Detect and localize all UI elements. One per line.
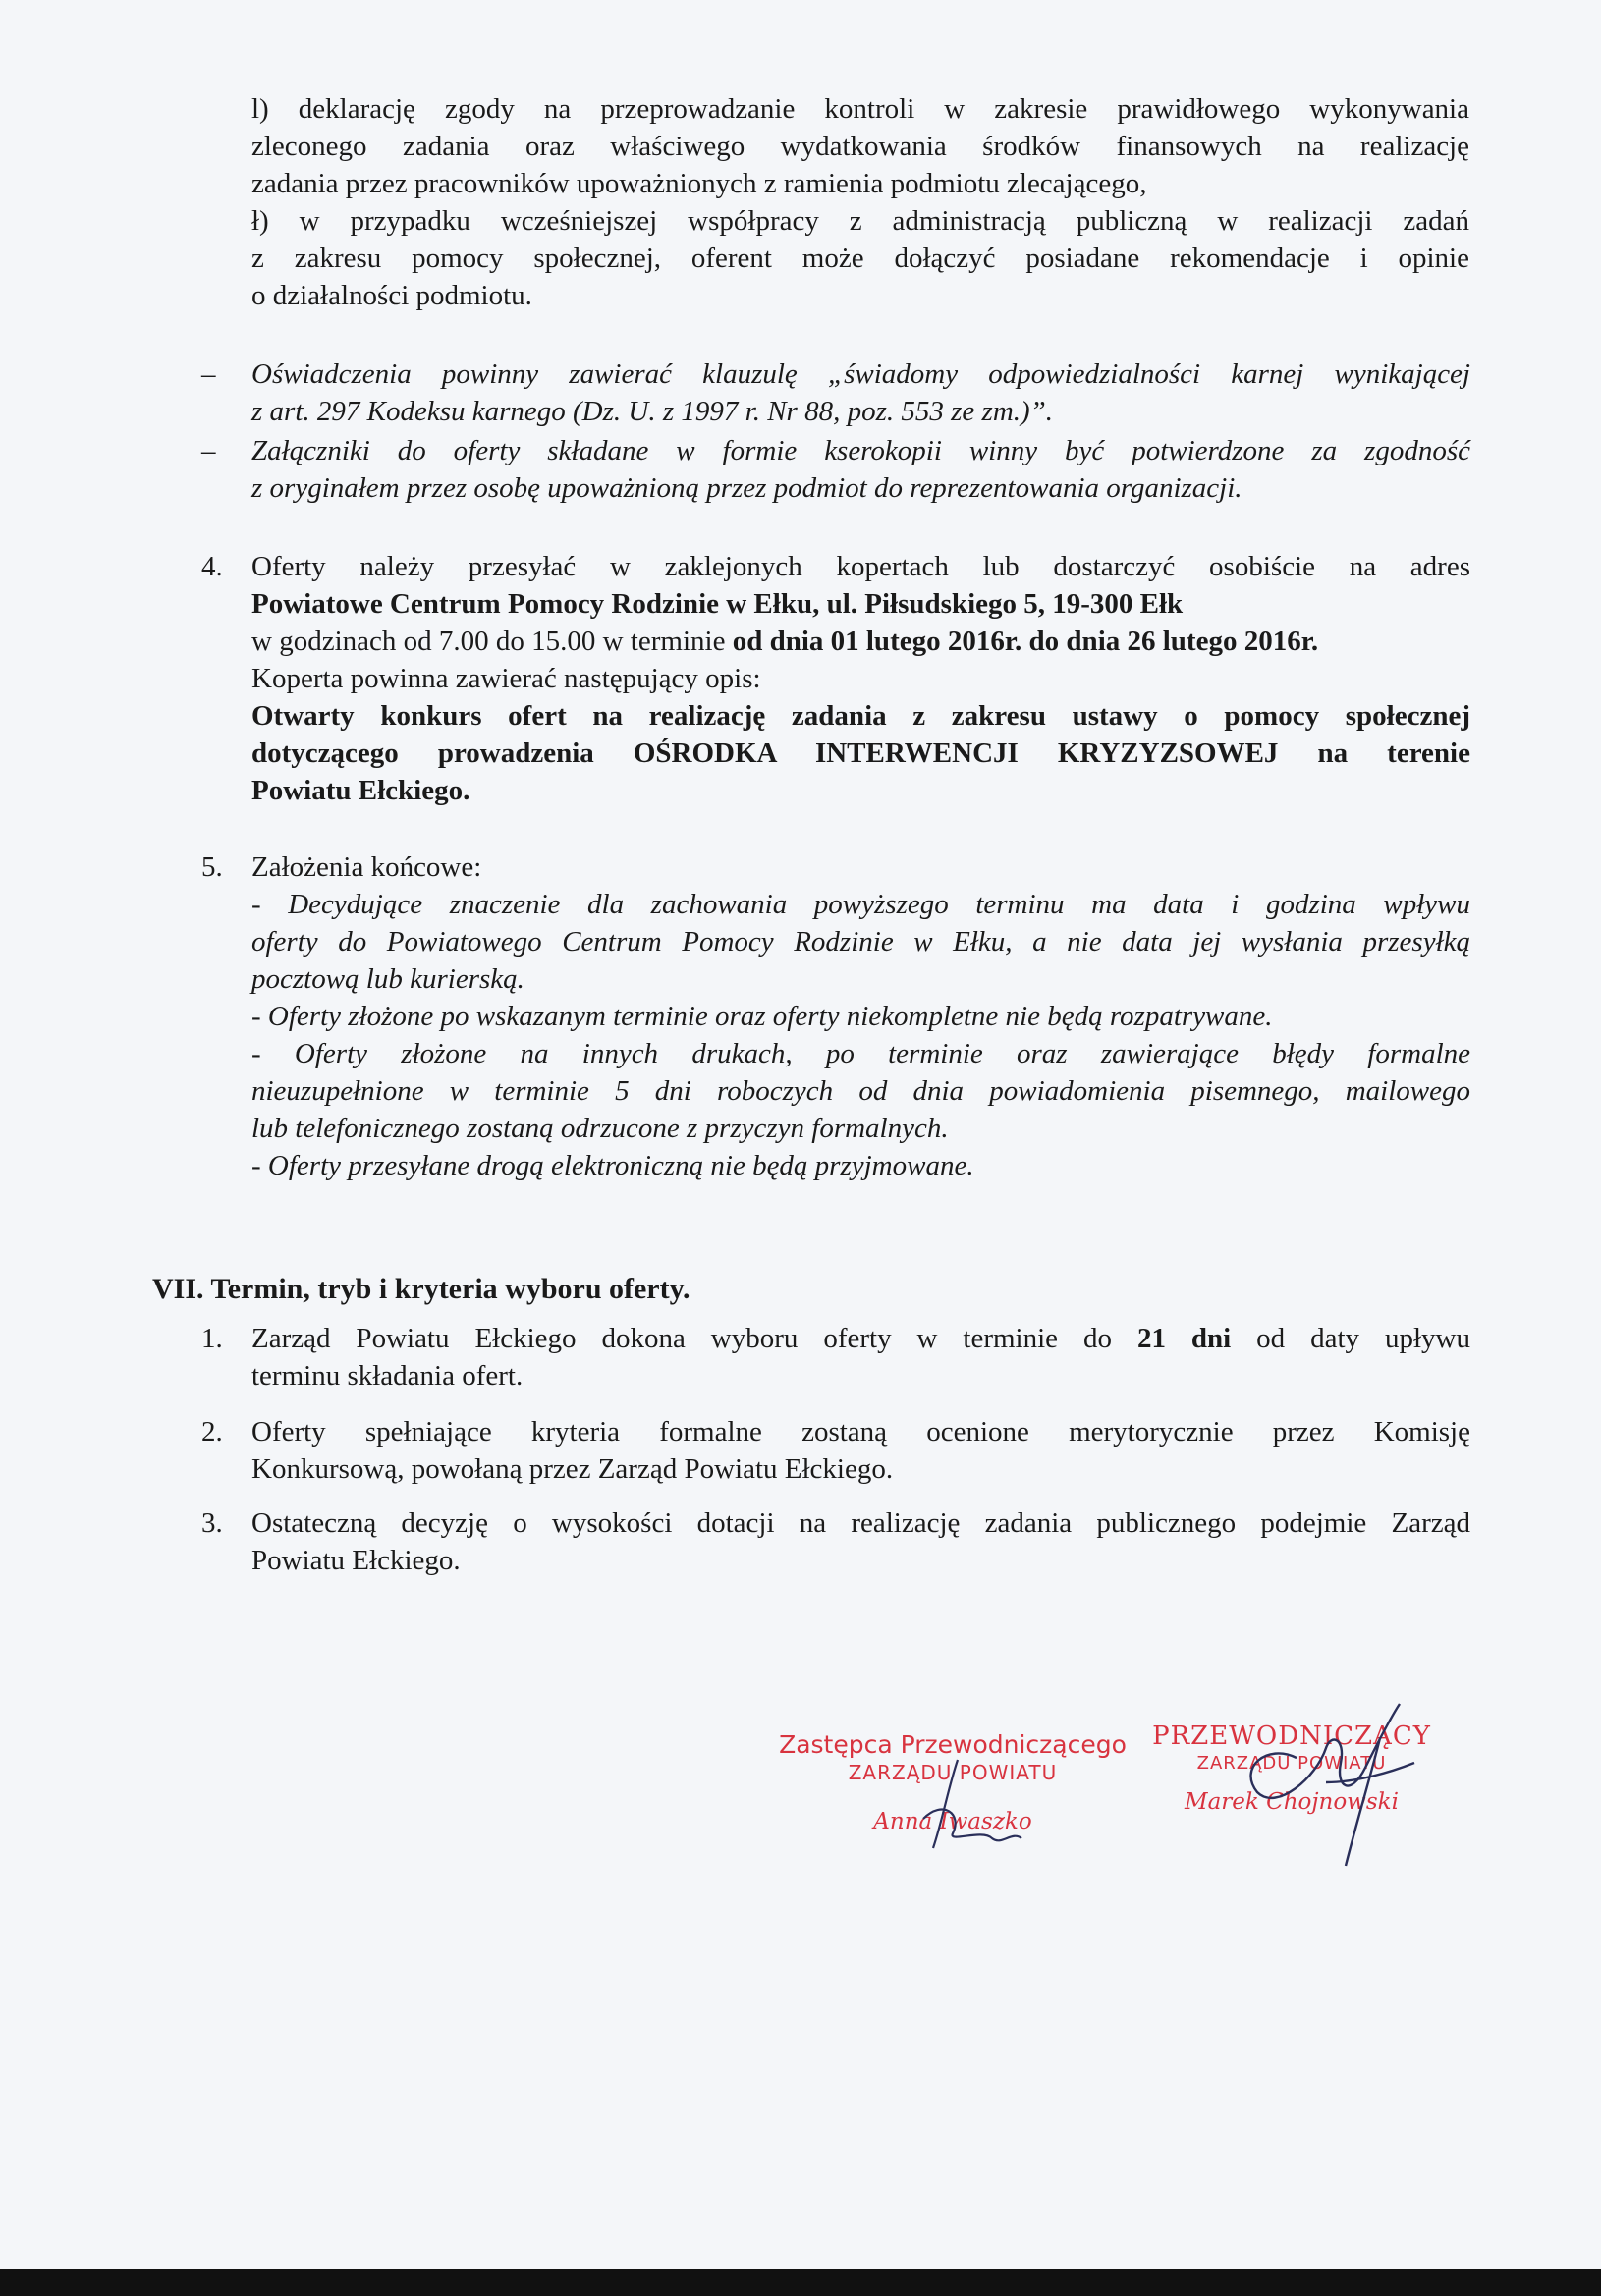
item4-bold3: Powiatu Ełckiego. (251, 775, 470, 806)
item-l (251, 90, 1469, 202)
item4-hours: w godzinach od 7.00 do 15.00 w terminie (251, 626, 733, 657)
item4-bold1: Otwarty konkurs ofert na realizację zadania z zakresu ustawy o pomocy społecznej (251, 700, 1470, 732)
item-4 (201, 548, 1470, 809)
note2-line1: Załączniki do oferty składane w formie kserokopii winny być potwierdzone za zgodność (251, 435, 1470, 466)
stamp-right-name: Marek Chojnowski (1185, 1789, 1399, 1815)
item-lstroke (251, 202, 1469, 314)
item-lstroke-line2: z zakresu pomocy społecznej, oferent może dołączyć posiadane rekomendacje i opinie (251, 243, 1469, 274)
stamp-left-board: ZARZĄDU POWIATU (848, 1761, 1058, 1784)
signature-right-icon (1179, 1689, 1434, 1876)
item4-line1: Oferty należy przesyłać w zaklejonych kopertach lub dostarczyć osobiście na adres (251, 551, 1470, 582)
item-l-line2: zleconego zadania oraz właściwego wydatkowania środków finansowych na realizację (251, 131, 1469, 162)
item-l-line3: zadania przez pracowników upoważnionych z ramienia podmiotu zlecającego, (251, 168, 1147, 199)
item5-a2: oferty do Powiatowego Centrum Pomocy Rodzinie w Ełku, a nie data jej wysłania przesyłką (251, 926, 1470, 957)
signature-left-icon (864, 1740, 1061, 1868)
item5-heading: Założenia końcowe: (251, 851, 482, 883)
s7-i3-line1: Ostateczną decyzję o wysokości dotacji na realizację zadania publicznego podejmie Zarząd (251, 1507, 1470, 1539)
item5-c1: - Oferty złożone na innych drukach, po terminie oraz zawierające błędy formalne (251, 1038, 1470, 1069)
stamp-left-title: Zastępca Przewodniczącego (779, 1730, 1127, 1759)
section7-item-2-number: 2. (201, 1416, 223, 1448)
s7-i1-pre: Zarząd Powiatu Ełckiego dokona wyboru oferty w terminie do (251, 1323, 1137, 1354)
stamp-left-name: Anna Iwaszko (873, 1809, 1032, 1834)
item4-address: Powiatowe Centrum Pomocy Rodzinie w Ełku, ul. Piłsudskiego 5, 19-300 Ełk (251, 588, 1184, 620)
item5-d1: - Oferty przesyłane drogą elektroniczną nie będą przyjmowane. (251, 1150, 974, 1181)
note-declarations (201, 355, 1470, 430)
item-4-number: 4. (201, 551, 223, 582)
item-5-number: 5. (201, 851, 223, 883)
section7-item-2 (201, 1413, 1470, 1488)
s7-i2-line1: Oferty spełniające kryteria formalne zostaną ocenione merytorycznie przez Komisję (251, 1416, 1470, 1448)
item4-envelope: Koperta powinna zawierać następujący opis: (251, 663, 761, 694)
dash-bullet: – (201, 358, 216, 390)
item-l-line1: l) deklarację zgody na przeprowadzanie kontroli w zakresie prawidłowego wykonywania (251, 93, 1469, 125)
item4-dates: od dnia 01 lutego 2016r. do dnia 26 lutego 2016r. (732, 626, 1319, 657)
note1-line2: z art. 297 Kodeksu karnego (Dz. U. z 1997 r. Nr 88, poz. 553 ze zm.)”. (251, 396, 1054, 427)
item5-c3: lub telefonicznego zostaną odrzucone z przyczyn formalnych. (251, 1113, 949, 1144)
item5-a3: pocztową lub kurierską. (251, 963, 524, 995)
note-attachments (201, 432, 1470, 507)
section7-item-3 (201, 1504, 1470, 1579)
note1-line1: Oświadczenia powinny zawierać klauzulę „świadomy odpowiedzialności karnej wynikającej (251, 358, 1470, 390)
s7-i2-line2: Konkursową, powołaną przez Zarząd Powiatu Ełckiego. (251, 1453, 894, 1485)
item5-c2: nieuzupełnione w terminie 5 dni roboczych od dnia powiadomienia pisemnego, mailowego (251, 1075, 1470, 1107)
item-lstroke-line3: o działalności podmiotu. (251, 280, 532, 311)
s7-i1-line2: terminu składania ofert. (251, 1360, 524, 1392)
item-5 (201, 848, 1470, 1184)
section7-item-1 (201, 1320, 1470, 1394)
item5-a1: - Decydujące znaczenie dla zachowania powyższego terminu ma data i godzina wpływu (251, 889, 1470, 920)
stamp-right-board: ZARZĄDU POWIATU (1196, 1753, 1387, 1774)
stamp-right-title: PRZEWODNICZĄCY (1152, 1722, 1431, 1751)
s7-i1-bold: 21 dni (1136, 1323, 1232, 1354)
dash-bullet: – (201, 435, 216, 466)
section-7-title: VII. Termin, tryb i kryteria wyboru oferty. (152, 1273, 690, 1305)
s7-i1-post: od daty upływu (1231, 1323, 1470, 1354)
item-lstroke-line1: ł) w przypadku wcześniejszej współpracy z administracją publiczną w realizacji zadań (251, 205, 1469, 237)
section7-item-3-number: 3. (201, 1507, 223, 1539)
item5-b1: - Oferty złożone po wskazanym terminie oraz oferty niekompletne nie będą rozpatrywane. (251, 1001, 1273, 1032)
note2-line2: z oryginałem przez osobę upoważnioną przez podmiot do reprezentowania organizacji. (251, 472, 1242, 504)
item4-bold2: dotyczącego prowadzenia OŚRODKA INTERWENCJI KRYZYZSOWEJ na terenie (251, 738, 1470, 769)
scan-bottom-edge (0, 2269, 1601, 2296)
section7-item-1-number: 1. (201, 1323, 223, 1354)
s7-i3-line2: Powiatu Ełckiego. (251, 1545, 461, 1576)
